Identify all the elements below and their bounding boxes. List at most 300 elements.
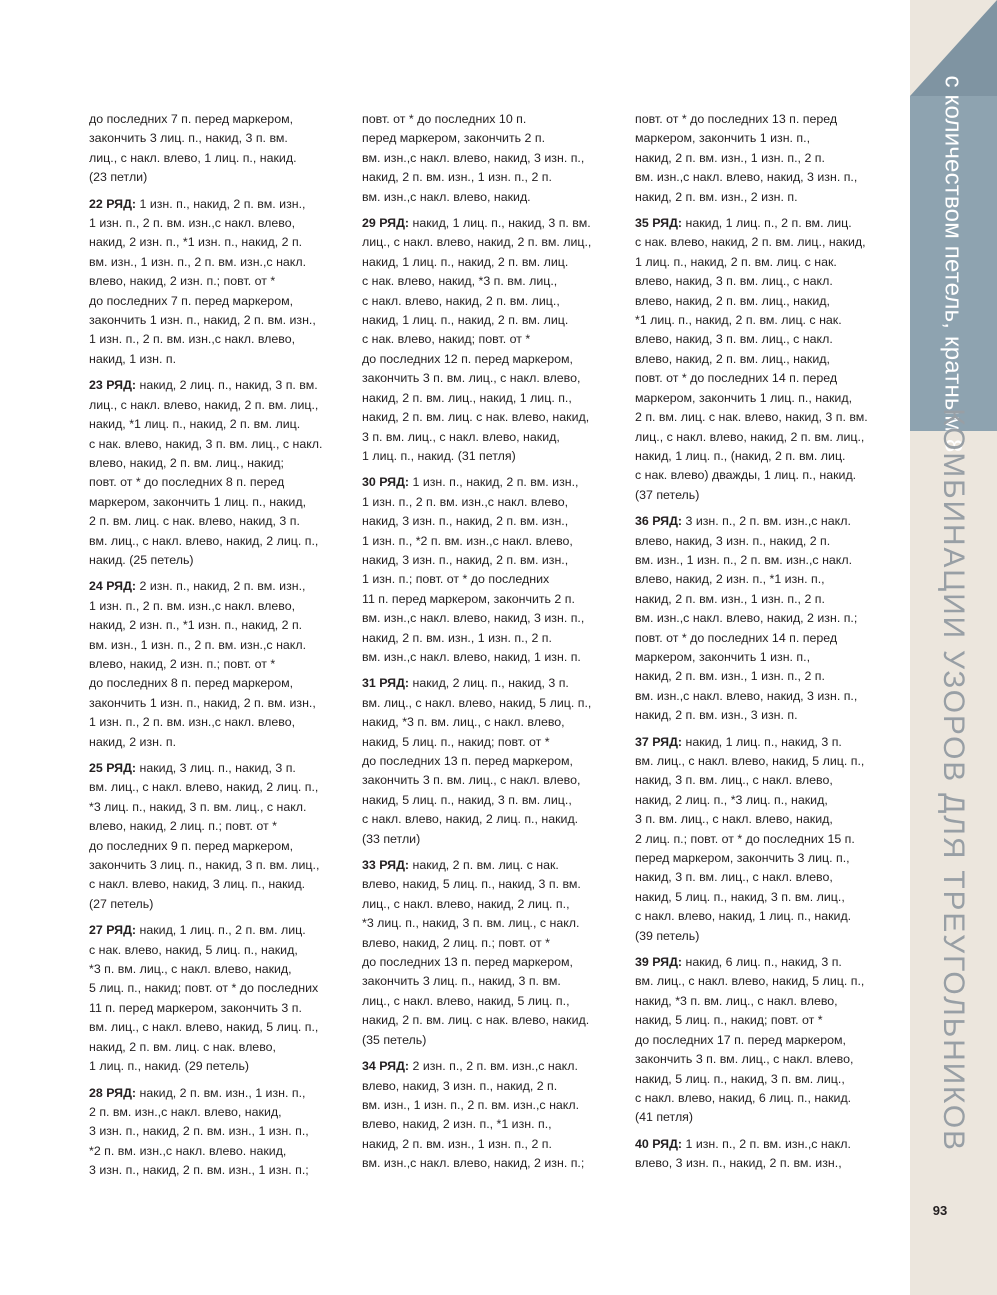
line-text: до последних 17 п. перед маркером, [635,1032,846,1047]
instruction-line [89,129,351,148]
sidebar-title-box [909,408,996,1152]
instruction-line [362,648,624,667]
line-text: накид, 2 п. вм. изн., 1 изн. п., 2 п. [362,170,552,185]
line-text: вм. лиц., с накл. влево, накид, 5 лиц. п., [635,974,865,989]
instruction-line [635,149,897,168]
instruction-line [635,272,897,291]
instruction-line [89,376,351,395]
line-text: накид, 2 п. вм. изн., 1 изн. п., 2 п. [635,669,825,684]
instruction-line [635,992,897,1011]
line-text: 2 п. вм. лиц. с нак. влево, накид, 3 п. вм. [635,410,868,425]
line-text: накид. (25 петель) [89,552,194,567]
line-text: до последних 13 п. перед маркером, [362,754,573,768]
instruction-line [362,713,624,732]
line-text: 1 лиц. п., накид. (31 петля) [362,448,516,463]
instruction-line [362,168,624,187]
line-text: с нак. влево, накид; повт. от * [362,332,531,347]
instruction-line [635,648,897,667]
line-text: закончить 3 п. вм. лиц., с накл. влево, [362,371,581,386]
line-text: накид, 2 п. вм. изн., 3 изн. п. [635,708,798,723]
line-text: с накл. влево, накид, 6 лиц. п., накид. [635,1090,852,1105]
line-text: вм. лиц., с накл. влево, накид, 5 лиц. п., [89,1020,319,1035]
line-text: с накл. влево, накид, 2 лиц. п., накид. [362,812,579,827]
instruction-block [362,674,624,849]
instruction-block [89,195,351,370]
line-text: с нак. влево, накид, 3 п. вм. лиц., с накл. [89,436,323,451]
line-text: накид, 1 лиц. п., накид, 3 п. вм. [409,216,591,231]
line-text: накид, 2 п. вм. лиц. с нак. влево, накид. [362,1013,590,1028]
line-text: накид, 5 лиц. п., накид, 3 п. вм. лиц., [635,1071,845,1086]
instruction-line [362,214,624,233]
line-text: 11 п. перед маркером, закончить 2 п. [362,591,575,606]
line-text: 1 изн. п., 2 п. вм. изн.,с накл. [682,1136,851,1151]
line-text: влево, накид, 2 лиц. п.; повт. от * [362,935,550,950]
line-text: влево, накид, 2 изн. п.; повт. от * [89,274,276,289]
instruction-line [89,1038,351,1057]
instruction-line [89,713,351,732]
line-text: 1 лиц. п., накид. (29 петель) [89,1059,250,1074]
line-text: накид, 3 лиц. п., накид, 3 п. [136,761,296,775]
line-text: 1 изн. п., накид, 2 п. вм. изн., [409,475,579,490]
line-text: вм. изн.,с накл. влево, накид, 3 изн. п., [635,170,858,185]
instruction-block [635,953,897,1128]
instruction-line [89,110,351,129]
line-text: с нак. влево, накид, 2 п. вм. лиц., накид, [635,235,866,250]
row-label: 25 РЯД: [89,761,137,775]
line-text: накид, 2 изн. п., *1 изн. п., накид, 2 п. [89,235,303,250]
instruction-line [89,856,351,875]
line-text: вм. изн.,с накл. влево, накид, 3 изн. п., [362,611,585,626]
line-text: *1 лиц. п., накид, 2 п. вм. лиц. с нак. [635,313,842,328]
instruction-line [362,733,624,752]
line-text: маркером, закончить 1 лиц. п., накид, [635,390,853,405]
line-text: (41 петля) [635,1110,694,1125]
row-label: 28 РЯД: [89,1085,137,1100]
line-text: перед маркером, закончить 3 лиц. п., [635,851,850,866]
line-text: повт. от * до последних 8 п. перед [89,475,285,490]
instruction-line [635,1070,897,1089]
instruction-line [89,798,351,817]
instruction-line [362,473,624,492]
instruction-line [89,149,351,168]
line-text: накид, 2 п. вм. лиц. с нак. [409,858,559,873]
line-text: накид, 2 п. вм. изн., 2 изн. п. [635,189,798,204]
line-text: влево, накид, 2 лиц. п.; повт. от * [89,819,277,834]
instruction-line [362,311,624,330]
instruction-line [89,272,351,291]
instruction-line [635,1154,897,1173]
instruction-line [362,428,624,447]
line-text: накид, 2 п. вм. изн., 1 изн. п., [136,1085,306,1100]
row-label: 34 РЯД: [362,1059,410,1074]
row-label: 39 РЯД: [635,955,683,970]
line-text: влево, накид, 3 п. вм. лиц., с накл. [635,274,833,289]
instruction-line [89,1122,351,1141]
line-text: влево, накид, 5 лиц. п., накид, 3 п. вм. [362,877,581,892]
line-text: 1 изн. п., 2 п. вм. изн.,с накл. влево, [89,598,296,613]
instruction-line [362,674,624,693]
line-text: 5 лиц. п., накид; повт. от * до последних [89,981,319,996]
line-text: закончить 3 лиц. п., накид, 3 п. вм. [89,131,288,146]
instruction-line [362,791,624,810]
instruction-line [635,1135,897,1154]
instruction-line [89,778,351,797]
instruction-line [89,597,351,616]
line-text: 1 изн. п., накид, 2 п. вм. изн., [136,196,306,211]
instruction-line [635,532,897,551]
instruction-line [362,408,624,427]
instruction-line [635,447,897,466]
line-text: накид, 5 лиц. п., накид; повт. от * [362,734,550,749]
line-text: влево, накид, 3 п. вм. лиц., с накл. [635,332,833,347]
instruction-line [362,253,624,272]
line-text: вм. лиц., с накл. влево, накид, 5 лиц. п., [362,695,592,710]
line-text: лиц., с накл. влево, накид, 2 п. вм. лиц., [635,429,865,444]
line-text: накид, 6 лиц. п., накид, 3 п. [682,955,842,970]
instruction-line [362,934,624,953]
instruction-line [635,512,897,531]
line-text: лиц., с накл. влево, 1 лиц. п., накид. [89,150,297,165]
line-text: маркером, закончить 1 изн. п., [635,649,811,664]
instruction-line [362,771,624,790]
instruction-line [89,837,351,856]
line-text: вм. изн.,с накл. влево, накид, 2 изн. п.; [635,611,858,626]
line-text: влево, накид, 2 изн. п., *1 изн. п., [362,1117,552,1132]
instruction-line [362,1011,624,1030]
instruction-line [362,1135,624,1154]
instruction-block [635,733,897,946]
sidebar-subtitle-box [909,74,996,453]
row-label: 33 РЯД: [362,858,410,873]
instruction-line [635,350,897,369]
instruction-line [362,149,624,168]
line-text: маркером, закончить 1 лиц. п., накид, [89,494,307,509]
instruction-block [362,1057,624,1173]
line-text: до последних 7 п. перед маркером, [89,112,294,126]
line-text: *3 п. вм. лиц., с накл. влево, накид, [89,962,292,977]
instruction-line [362,532,624,551]
line-text: *3 лиц. п., накид, 3 п. вм. лиц., с накл. [89,799,307,814]
line-text: повт. от * до последних 10 п. [362,112,527,126]
instruction-line [635,888,897,907]
line-text: вм. изн., 1 изн. п., 2 п. вм. изн.,с накл. [89,254,307,269]
instruction-line [635,408,897,427]
instruction-line [89,1142,351,1161]
instruction-line [362,992,624,1011]
instruction-line [635,1011,897,1030]
instruction-line [362,810,624,829]
instruction-line [89,733,351,752]
instruction-line [635,129,897,148]
instruction-line [89,532,351,551]
instruction-line [89,473,351,492]
line-text: вм. изн.,с накл. влево, накид, 2 изн. п.; [362,1156,585,1171]
instruction-line [362,272,624,291]
sidebar-subtitle: с количеством петель, кратным 8 [939,74,967,453]
line-text: накид, 3 изн. п., накид, 2 п. вм. изн., [362,552,569,567]
instruction-line [89,875,351,894]
instruction-line [89,655,351,674]
line-text: с нак. влево, накид, *3 п. вм. лиц., [362,274,558,289]
line-text: 2 лиц. п.; повт. от * до последних 15 п. [635,831,855,846]
line-text: закончить 3 лиц. п., накид, 3 п. вм. лиц., [89,858,320,873]
instruction-line [89,1057,351,1076]
instruction-line [635,330,897,349]
instruction-line [635,1089,897,1108]
line-text: 1 изн. п., 2 п. вм. изн.,с накл. влево, [89,332,296,347]
instruction-line [89,895,351,914]
instruction-line [89,551,351,570]
instruction-line [362,895,624,914]
line-text: вм. изн., 1 изн. п., 2 п. вм. изн.,с накл. [362,1097,580,1112]
instruction-line [635,466,897,485]
line-text: влево, накид, 3 изн. п., накид, 2 п. [635,533,831,548]
line-text: (23 петли) [89,170,148,185]
line-text: *2 п. вм. изн.,с накл. влево. накид, [89,1143,287,1158]
instruction-line [635,551,897,570]
instruction-line [362,609,624,628]
instruction-line [89,350,351,369]
instruction-line [635,733,897,752]
instruction-line [89,493,351,512]
sidebar-title: КОМБИНАЦИИ УЗОРОВ ДЛЯ ТРЕУГОЛЬНИКОВ [936,408,970,1152]
instruction-line [635,706,897,725]
instruction-line [89,454,351,473]
line-text: накид, 1 изн. п. [89,351,177,366]
instruction-line [362,953,624,972]
instruction-line [89,214,351,233]
instruction-line [362,292,624,311]
row-label: 35 РЯД: [635,216,683,231]
instruction-line [362,1031,624,1050]
line-text: влево, накид, 2 п. вм. лиц., накид, [635,351,830,366]
instruction-block [89,921,351,1076]
line-text: 2 п. вм. лиц. с нак. влево, накид, 3 п. [89,514,300,529]
instruction-line [635,771,897,790]
instruction-line [362,330,624,349]
instruction-line [89,694,351,713]
instruction-line [362,233,624,252]
instruction-line [635,830,897,849]
line-text: закончить 3 п. вм. лиц., с накл. влево, [362,773,581,788]
instruction-line [635,1050,897,1069]
instruction-line [635,1108,897,1127]
line-text: с нак. влево) дважды, 1 лиц. п., накид. [635,468,857,483]
instruction-line [635,972,897,991]
instruction-line [89,1161,351,1180]
line-text: лиц., с накл. влево, накид, 2 п. вм. лиц., [89,397,319,412]
line-text: влево, накид, 2 п. вм. лиц., накид; [89,455,284,470]
line-text: (33 петли) [362,831,421,846]
line-text: до последних 12 п. перед маркером, [362,351,573,366]
line-text: накид, 2 лиц. п., накид, 3 п. [409,676,569,691]
instruction-line [89,311,351,330]
line-text: накид, 2 п. вм. изн., 1 изн. п., 2 п. [635,591,825,606]
line-text: 1 изн. п., 2 п. вм. изн.,с накл. влево, [89,216,296,231]
line-text: накид, 2 лиц. п., *3 лиц. п., накид, [635,792,828,807]
line-text: накид, *1 лиц. п., накид, 2 п. вм. лиц. [89,417,301,432]
instruction-line [89,941,351,960]
instruction-line [635,687,897,706]
line-text: 3 изн. п., накид, 2 п. вм. изн., 1 изн. п.; [89,1163,309,1178]
line-text: накид, 1 лиц. п., (накид, 2 п. вм. лиц. [635,448,846,463]
instruction-line [89,1103,351,1122]
instruction-line [362,188,624,207]
instruction-line [89,330,351,349]
line-text: влево, накид, 2 п. вм. лиц., накид, [635,293,830,308]
line-text: вм. изн., 1 изн. п., 2 п. вм. изн.,с накл. [89,637,307,652]
instruction-line [362,752,624,771]
instruction-line [362,856,624,875]
instruction-line [89,1018,351,1037]
instruction-line [362,570,624,589]
instruction-line [635,609,897,628]
instruction-line [362,694,624,713]
instruction-line [89,1084,351,1103]
line-text: накид, 2 п. вм. лиц. с нак. влево, [89,1039,276,1054]
line-text: 3 п. вм. лиц., с накл. влево, накид, [362,429,560,444]
line-text: накид, 5 лиц. п., накид, 3 п. вм. лиц., [362,792,572,807]
instruction-line [635,791,897,810]
row-label: 37 РЯД: [635,734,683,749]
instruction-block [362,110,624,207]
instruction-block [89,110,351,188]
line-text: до последних 8 п. перед маркером, [89,676,294,691]
line-text: накид, *3 п. вм. лиц., с накл. влево, [362,715,565,730]
instruction-line [635,1031,897,1050]
instruction-line [635,907,897,926]
instruction-line [635,233,897,252]
line-text: повт. от * до последних 14 п. перед [635,371,838,386]
instruction-line [362,350,624,369]
line-text: накид, 1 лиц. п., 2 п. вм. лиц. [136,923,306,938]
instruction-line [362,1077,624,1096]
line-text: 1 изн. п., 2 п. вм. изн.,с накл. влево, [362,494,569,509]
instruction-line [635,667,897,686]
line-text: 3 п. вм. лиц., с накл. влево, накид, [635,812,833,827]
instruction-line [635,868,897,887]
instruction-line [635,752,897,771]
instruction-block [362,214,624,466]
line-text: с накл. влево, накид, 3 лиц. п., накид. [89,877,306,892]
instruction-line [362,1057,624,1076]
row-label: 22 РЯД: [89,196,137,211]
line-text: с накл. влево, накид, 2 п. вм. лиц., [362,293,560,308]
instruction-line [635,927,897,946]
line-text: вм. лиц., с накл. влево, накид, 2 лиц. п., [89,780,319,795]
instruction-line [362,493,624,512]
line-text: 2 изн. п., накид, 2 п. вм. изн., [136,579,306,594]
line-text: маркером, закончить 1 изн. п., [635,131,811,146]
line-text: (35 петель) [362,1032,427,1047]
instruction-block [635,512,897,725]
line-text: повт. от * до последних 13 п. перед [635,112,838,126]
row-label: 40 РЯД: [635,1136,683,1151]
line-text: накид, 2 п. вм. лиц. с нак. влево, накид, [362,410,590,425]
instruction-line [89,817,351,836]
line-text: накид, 1 лиц. п., накид, 3 п. [682,734,842,749]
page-number: 93 [932,1203,948,1218]
line-text: вм. изн.,с накл. влево, накид. [362,189,531,204]
line-text: накид, 2 п. вм. изн., 1 изн. п., 2 п. [635,150,825,165]
instruction-line [635,292,897,311]
instruction-line [89,253,351,272]
instruction-block [89,577,351,752]
instruction-line [635,849,897,868]
instruction-line [635,953,897,972]
instruction-line [89,292,351,311]
instruction-line [635,629,897,648]
instruction-line [89,195,351,214]
line-text: вм. изн., 1 изн. п., 2 п. вм. изн.,с накл. [635,552,853,567]
row-label: 29 РЯД: [362,216,410,231]
instruction-line [89,674,351,693]
line-text: перед маркером, закончить 2 п. [362,131,546,146]
instruction-line [635,369,897,388]
row-label: 23 РЯД: [89,378,137,393]
line-text: 3 изн. п., 2 п. вм. изн.,с накл. [682,514,851,529]
line-text: накид, *3 п. вм. лиц., с накл. влево, [635,993,838,1008]
instruction-line [89,512,351,531]
instruction-block [635,110,897,207]
instruction-line [362,551,624,570]
text-column-1 [89,110,351,1188]
line-text: накид, 3 изн. п., накид, 2 п. вм. изн., [362,514,569,529]
line-text: до последних 9 п. перед маркером, [89,838,294,853]
instruction-line [89,921,351,940]
instruction-line [635,590,897,609]
row-label: 31 РЯД: [362,676,410,691]
instruction-line [635,253,897,272]
line-text: накид, 3 п. вм. лиц., с накл. влево, [635,870,833,885]
instruction-block [89,759,351,914]
instruction-line [89,435,351,454]
instruction-line [89,960,351,979]
line-text: лиц., с накл. влево, накид, 2 п. вм. лиц., [362,235,592,250]
line-text: 1 изн. п., *2 п. вм. изн.,с накл. влево, [362,533,573,548]
instruction-line [635,810,897,829]
line-text: с накл. влево, накид, 1 лиц. п., накид. [635,909,852,924]
instruction-line [89,415,351,434]
line-text: накид, 2 лиц. п., накид, 3 п. вм. [136,378,318,393]
instruction-line [89,759,351,778]
row-label: 30 РЯД: [362,475,410,490]
line-text: (27 петель) [89,896,154,911]
line-text: закончить 3 п. вм. лиц., с накл. влево, [635,1052,854,1067]
line-text: вм. лиц., с накл. влево, накид, 5 лиц. п., [635,754,865,768]
instruction-line [635,486,897,505]
instruction-line [362,1096,624,1115]
instruction-line [89,636,351,655]
line-text: 1 лиц. п., накид, 2 п. вм. лиц. с нак. [635,254,837,269]
instruction-block [89,1084,351,1181]
text-column-3 [635,110,897,1181]
instruction-block [362,473,624,667]
instruction-line [362,1115,624,1134]
instruction-line [362,110,624,129]
instruction-line [362,972,624,991]
line-text: влево, 3 изн. п., накид, 2 п. вм. изн., [635,1156,842,1171]
line-text: лиц., с накл. влево, накид, 2 лиц. п., [362,896,570,911]
instruction-line [635,168,897,187]
instruction-line [89,168,351,187]
instruction-block [362,856,624,1050]
instruction-line [635,311,897,330]
line-text: 2 п. вм. изн.,с накл. влево, накид, [89,1104,282,1119]
instruction-line [362,447,624,466]
line-text: накид, 2 изн. п., *1 изн. п., накид, 2 п. [89,618,303,633]
line-text: закончить 1 изн. п., накид, 2 п. вм. изн., [89,313,316,328]
